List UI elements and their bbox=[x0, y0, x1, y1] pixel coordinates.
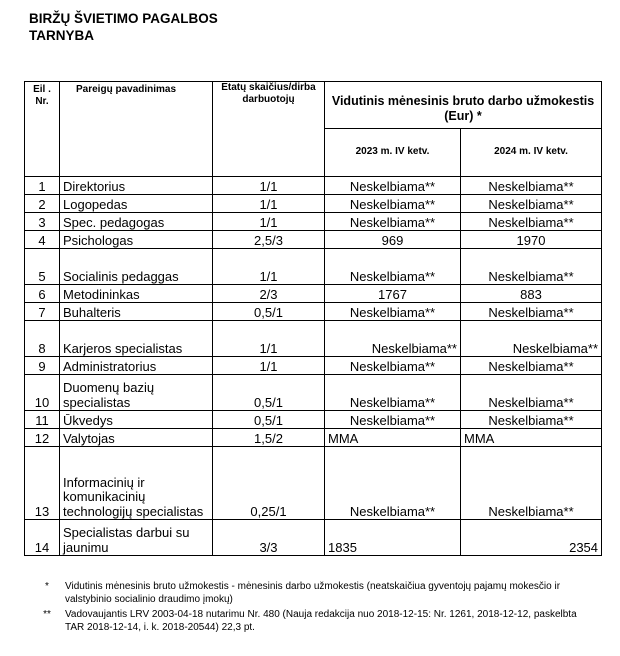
row-number: 11 bbox=[25, 411, 60, 429]
row-staff: 1/1 bbox=[213, 249, 325, 285]
table-row bbox=[25, 303, 602, 321]
row-number: 10 bbox=[25, 375, 60, 411]
row-value-2023: 1835 bbox=[325, 520, 461, 556]
row-value-2023: Neskelbiama** bbox=[325, 321, 461, 357]
title-line-1: BIRŽŲ ŠVIETIMO PAGALBOS bbox=[29, 11, 218, 26]
row-staff: 1/1 bbox=[213, 195, 325, 213]
table-row bbox=[25, 285, 602, 303]
row-value-2024: Neskelbiama** bbox=[461, 213, 602, 231]
row-value-2024: Neskelbiama** bbox=[461, 375, 602, 411]
table-row bbox=[25, 177, 602, 195]
row-staff: 0,25/1 bbox=[213, 447, 325, 520]
row-position: Specialistas darbui su jaunimu bbox=[60, 520, 213, 556]
row-number: 6 bbox=[25, 285, 60, 303]
row-number: 13 bbox=[25, 447, 60, 520]
row-position: Valytojas bbox=[60, 429, 213, 447]
row-position: Metodininkas bbox=[60, 285, 213, 303]
row-number: 5 bbox=[25, 249, 60, 285]
row-staff: 1/1 bbox=[213, 321, 325, 357]
row-position: Informacinių ir komunikacinių technologijų specialistas bbox=[60, 447, 213, 520]
header-position-name: Pareigų pavadinimas bbox=[60, 82, 213, 177]
row-value-2023: Neskelbiama** bbox=[325, 177, 461, 195]
row-position: Buhalteris bbox=[60, 303, 213, 321]
document-title bbox=[29, 10, 218, 44]
table-row bbox=[25, 429, 602, 447]
table-row bbox=[25, 213, 602, 231]
table-row bbox=[25, 447, 602, 520]
row-value-2023: Neskelbiama** bbox=[325, 249, 461, 285]
row-staff: 1/1 bbox=[213, 357, 325, 375]
row-number: 1 bbox=[25, 177, 60, 195]
table-row bbox=[25, 195, 602, 213]
row-value-2024: Neskelbiama** bbox=[461, 321, 602, 357]
table-row bbox=[25, 520, 602, 556]
table-row bbox=[25, 321, 602, 357]
header-staff-count: Etatų skaičius/dirba darbuotojų bbox=[213, 82, 325, 177]
row-value-2023: Neskelbiama** bbox=[325, 357, 461, 375]
row-staff: 2/3 bbox=[213, 285, 325, 303]
footnote-mark: ** bbox=[43, 609, 51, 620]
row-number: 2 bbox=[25, 195, 60, 213]
row-position: Ūkvedys bbox=[60, 411, 213, 429]
salary-table bbox=[24, 81, 602, 556]
row-number: 3 bbox=[25, 213, 60, 231]
header-2023-q4: 2023 m. IV ketv. bbox=[325, 129, 461, 177]
row-value-2023: Neskelbiama** bbox=[325, 447, 461, 520]
row-value-2024: 2354 bbox=[461, 520, 602, 556]
row-staff: 1,5/2 bbox=[213, 429, 325, 447]
row-position: Psichologas bbox=[60, 231, 213, 249]
row-value-2023: Neskelbiama** bbox=[325, 195, 461, 213]
footnote-single-star bbox=[29, 580, 594, 606]
footnote-double-star bbox=[29, 608, 594, 634]
row-position: Socialinis pedaggas bbox=[60, 249, 213, 285]
header-average-salary: Vidutinis mėnesinis bruto darbo užmokestis (Eur) * bbox=[325, 82, 602, 129]
row-value-2024: MMA bbox=[461, 429, 602, 447]
row-number: 8 bbox=[25, 321, 60, 357]
header-eil-nr: Eil . Nr. bbox=[25, 82, 60, 177]
row-value-2024: Neskelbiama** bbox=[461, 195, 602, 213]
row-position: Karjeros specialistas bbox=[60, 321, 213, 357]
footnote-text: Vidutinis mėnesinis bruto užmokestis - mėnesinis darbo užmokestis (neatskaičiua gyventojų pajamų mokesčio ir valstybinio socialinio draudimo įmokų) bbox=[65, 581, 561, 605]
row-number: 12 bbox=[25, 429, 60, 447]
footnote-mark: * bbox=[45, 581, 49, 592]
row-value-2023: Neskelbiama** bbox=[325, 411, 461, 429]
row-position: Administratorius bbox=[60, 357, 213, 375]
footnotes bbox=[29, 580, 594, 634]
row-value-2024: Neskelbiama** bbox=[461, 357, 602, 375]
row-staff: 0,5/1 bbox=[213, 411, 325, 429]
row-value-2024: 1970 bbox=[461, 231, 602, 249]
title-line-2: TARNYBA bbox=[29, 28, 94, 43]
table-row bbox=[25, 231, 602, 249]
row-staff: 0,5/1 bbox=[213, 375, 325, 411]
row-value-2023: Neskelbiama** bbox=[325, 303, 461, 321]
row-staff: 0,5/1 bbox=[213, 303, 325, 321]
row-staff: 3/3 bbox=[213, 520, 325, 556]
table-row bbox=[25, 357, 602, 375]
row-value-2024: Neskelbiama** bbox=[461, 303, 602, 321]
row-position: Direktorius bbox=[60, 177, 213, 195]
row-number: 9 bbox=[25, 357, 60, 375]
footnote-text: Vadovaujantis LRV 2003-04-18 nutarimu Nr. 480 (Nauja redakcija nuo 2018-12-15: Nr. 1261, 2018-12-12, paskelbta TAR 2018-12-14, i. k. 2018-20544) 22,3 pt. bbox=[65, 609, 577, 633]
row-value-2023: 969 bbox=[325, 231, 461, 249]
row-value-2023: Neskelbiama** bbox=[325, 213, 461, 231]
table-row bbox=[25, 411, 602, 429]
table-row bbox=[25, 375, 602, 411]
row-value-2023: Neskelbiama** bbox=[325, 375, 461, 411]
row-value-2024: Neskelbiama** bbox=[461, 177, 602, 195]
row-position: Logopedas bbox=[60, 195, 213, 213]
row-staff: 1/1 bbox=[213, 213, 325, 231]
row-value-2024: Neskelbiama** bbox=[461, 249, 602, 285]
row-number: 14 bbox=[25, 520, 60, 556]
row-staff: 2,5/3 bbox=[213, 231, 325, 249]
row-number: 7 bbox=[25, 303, 60, 321]
row-position: Spec. pedagogas bbox=[60, 213, 213, 231]
row-number: 4 bbox=[25, 231, 60, 249]
row-value-2024: 883 bbox=[461, 285, 602, 303]
header-2024-q4: 2024 m. IV ketv. bbox=[461, 129, 602, 177]
row-position: Duomenų bazių specialistas bbox=[60, 375, 213, 411]
row-value-2024: Neskelbiama** bbox=[461, 447, 602, 520]
table-row bbox=[25, 249, 602, 285]
row-staff: 1/1 bbox=[213, 177, 325, 195]
row-value-2023: MMA bbox=[325, 429, 461, 447]
row-value-2024: Neskelbiama** bbox=[461, 411, 602, 429]
header-row-top bbox=[25, 82, 602, 129]
row-value-2023: 1767 bbox=[325, 285, 461, 303]
